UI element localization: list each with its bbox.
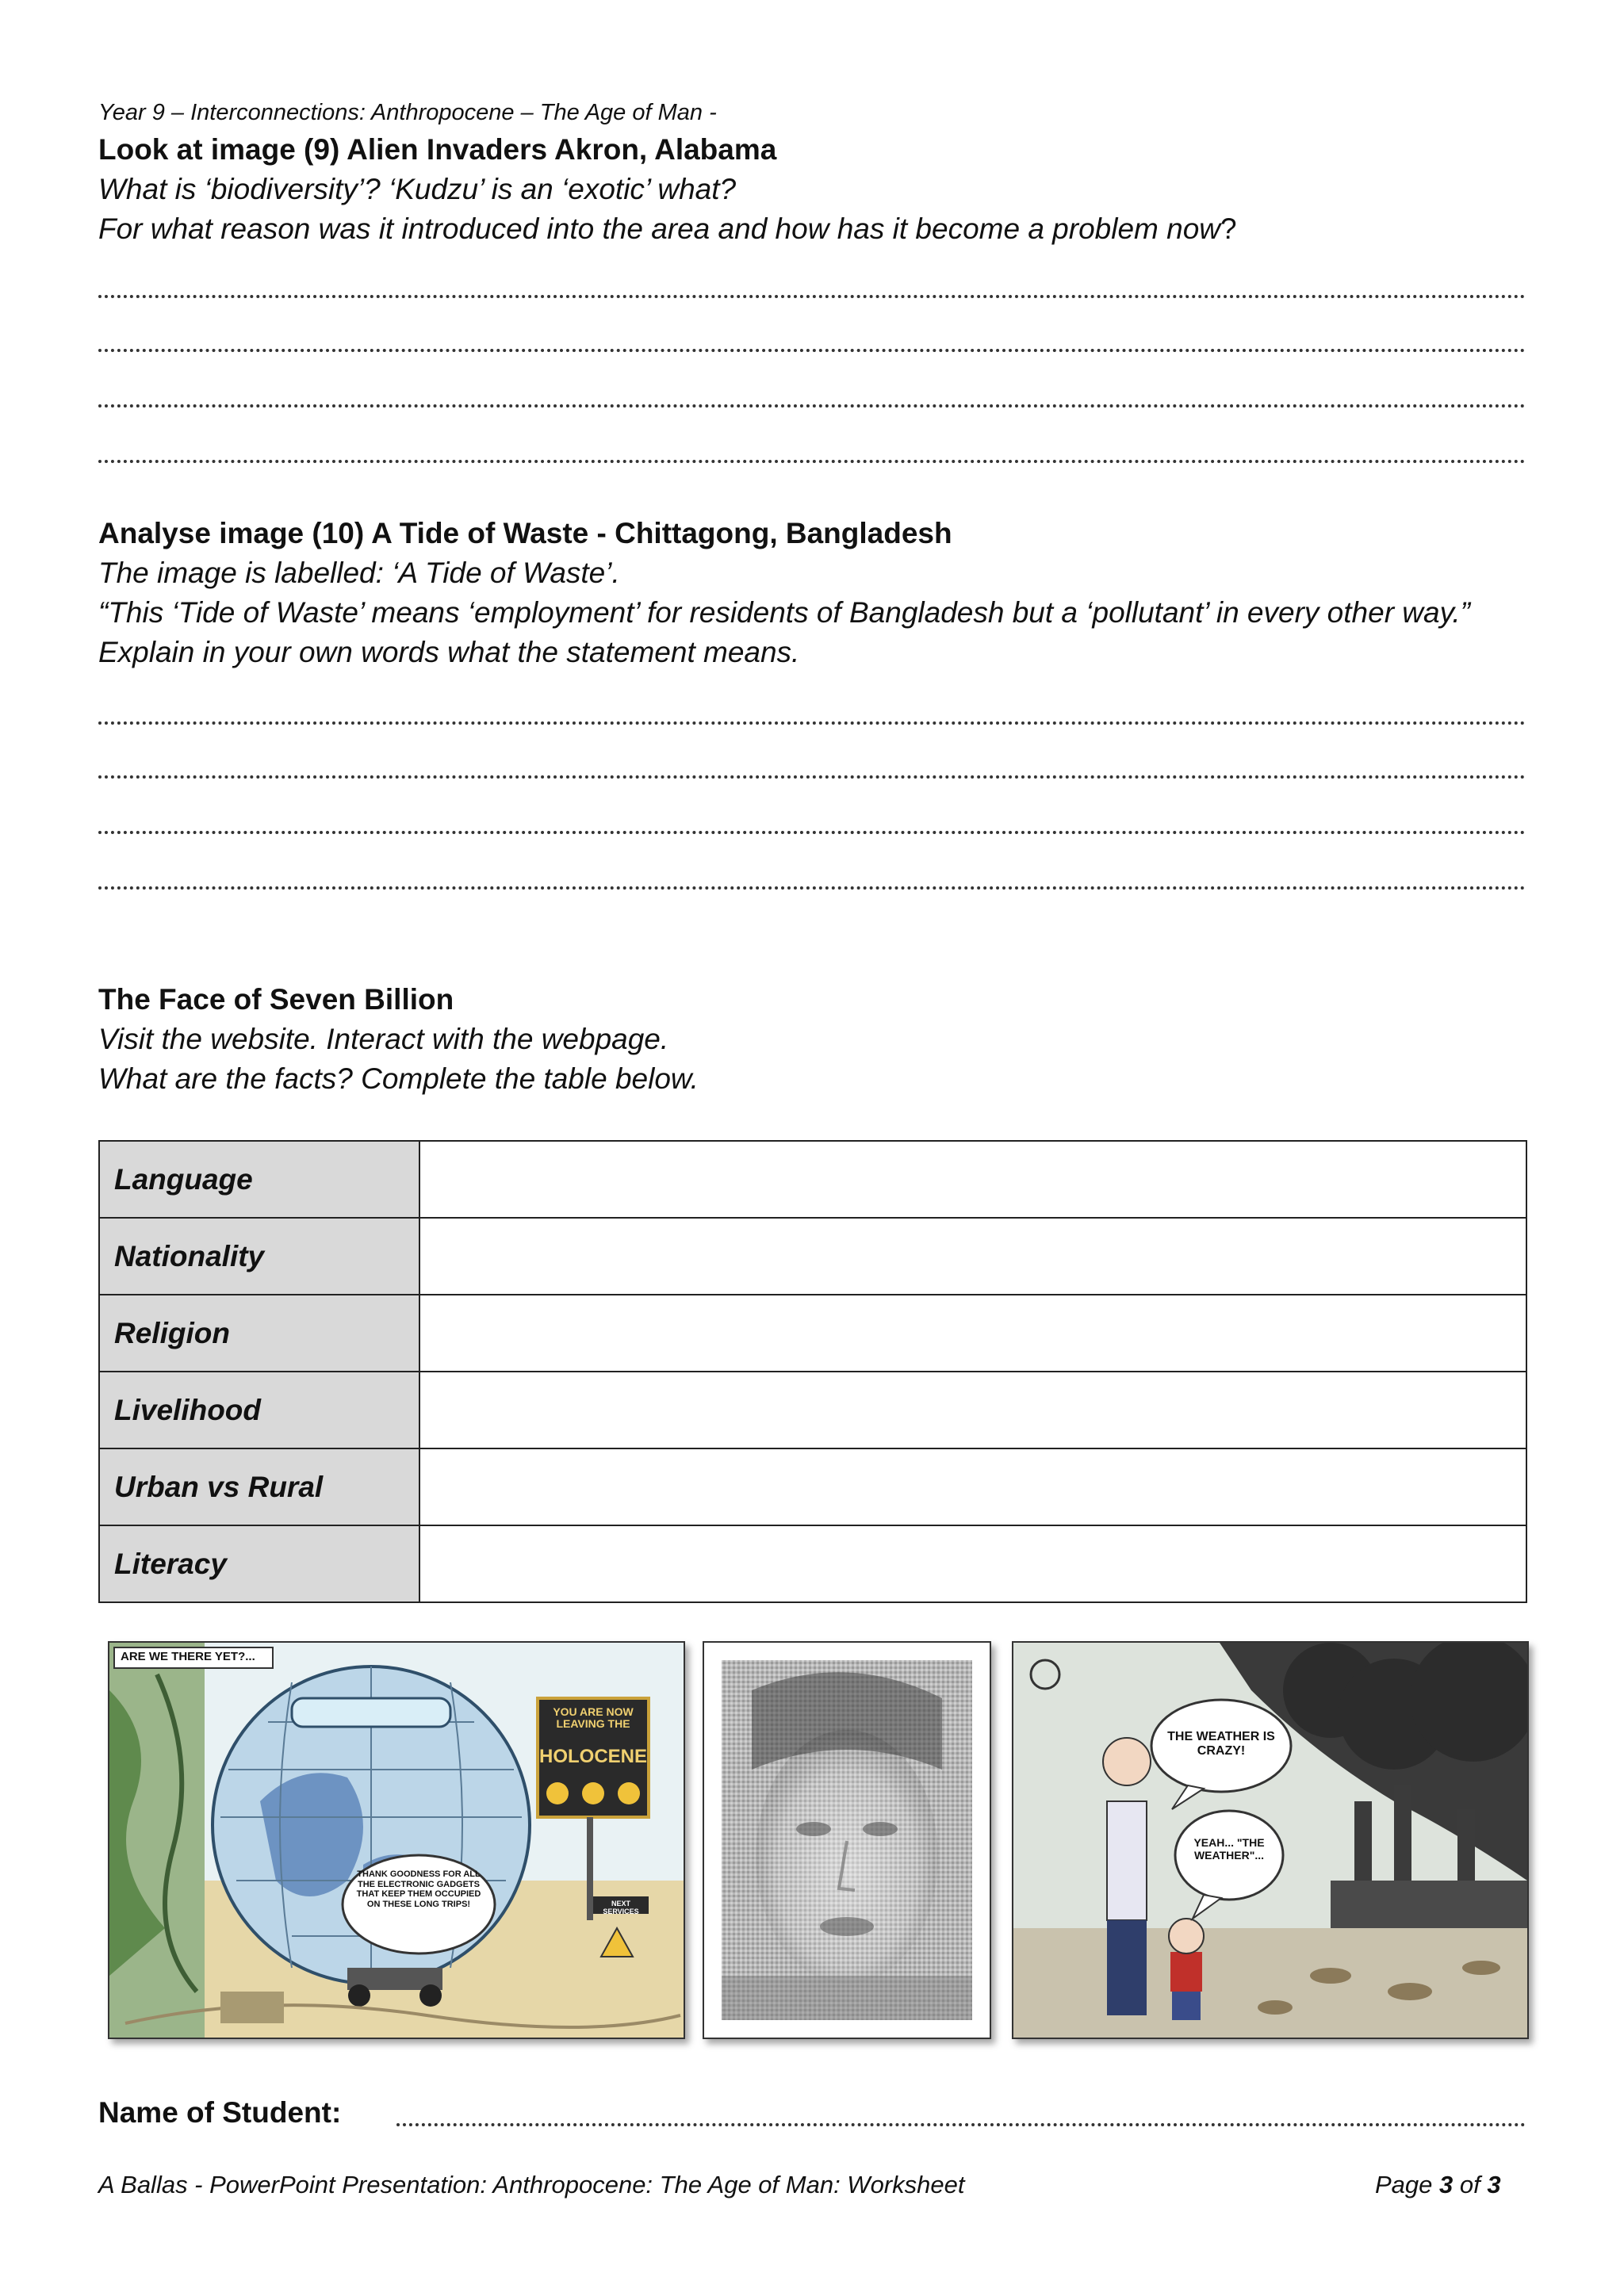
mosaic-face-image	[703, 1641, 991, 2039]
page-prefix: Page	[1375, 2171, 1440, 2198]
answer-line[interactable]	[98, 460, 1526, 463]
holocene-sign-text: HOLOCENE	[538, 1746, 647, 1767]
answer-cell-livelihood[interactable]	[419, 1372, 1526, 1448]
table-row	[99, 1372, 1526, 1448]
answer-cell-urban-rural[interactable]	[419, 1448, 1526, 1525]
holocene-cartoon-image	[108, 1641, 685, 2039]
speech-bubble-text: THANK GOODNESS FOR ALL THE ELECTRONIC GADGETS THAT KEEP THEM OCCUPIED ON THESE LONG TRIPS!	[356, 1869, 481, 1909]
question-kudzu-reason	[98, 212, 1237, 247]
question-biodiversity: What is ‘biodiversity’? ‘Kudzu’ is an ‘exotic’ what?	[98, 173, 737, 205]
page-number	[1375, 2171, 1501, 2199]
row-label-urban-rural: Urban vs Rural	[99, 1448, 419, 1525]
next-services-sign: NEXT SERVICES	[603, 1900, 639, 1915]
row-label-literacy: Literacy	[99, 1525, 419, 1602]
page-header: Year 9 – Interconnections: Anthropocene – The Age of Man -	[98, 100, 717, 125]
cartoon-caption: ARE WE THERE YET?...	[121, 1650, 255, 1663]
facts-table	[98, 1140, 1527, 1603]
table-row	[99, 1448, 1526, 1525]
page-current: 3	[1439, 2171, 1454, 2198]
section-heading-seven-billion: The Face of Seven Billion	[98, 983, 454, 1016]
table-row	[99, 1141, 1526, 1218]
answer-line[interactable]	[98, 775, 1526, 779]
section-heading-alien-invaders: Look at image (9) Alien Invaders Akron, Alabama	[98, 133, 777, 166]
answer-line[interactable]	[98, 295, 1526, 298]
answer-cell-language[interactable]	[419, 1141, 1526, 1218]
table-row	[99, 1295, 1526, 1372]
answer-cell-literacy[interactable]	[419, 1525, 1526, 1602]
answer-line[interactable]	[98, 404, 1526, 408]
image-label-text: The image is labelled: ‘A Tide of Waste’.	[98, 557, 620, 589]
page-of: of	[1453, 2171, 1488, 2198]
statement-quote: “This ‘Tide of Waste’ means ‘employment’ for residents of Bangladesh but a ‘pollutant’ in every other way.”	[98, 596, 1470, 629]
answer-line[interactable]	[98, 349, 1526, 352]
table-row	[99, 1525, 1526, 1602]
question-mark: ?	[1220, 212, 1237, 245]
answer-line[interactable]	[98, 721, 1526, 725]
sign-top-text: YOU ARE NOW LEAVING THE	[553, 1705, 634, 1731]
answer-cell-religion[interactable]	[419, 1295, 1526, 1372]
row-label-nationality: Nationality	[99, 1218, 419, 1295]
name-of-student-label: Name of Student:	[98, 2096, 342, 2129]
weather-reply-text: YEAH... "THE WEATHER"...	[1193, 1836, 1265, 1862]
weather-bubble-text: THE WEATHER IS CRAZY!	[1167, 1730, 1275, 1758]
footer-title: A Ballas - PowerPoint Presentation: Anthropocene: The Age of Man: Worksheet	[98, 2171, 965, 2198]
table-row	[99, 1218, 1526, 1295]
row-label-religion: Religion	[99, 1295, 419, 1372]
answer-line[interactable]	[98, 831, 1526, 834]
section-heading-tide-of-waste: Analyse image (10) A Tide of Waste - Chittagong, Bangladesh	[98, 517, 952, 549]
complete-table-instruction: What are the facts? Complete the table below.	[98, 1062, 699, 1095]
answer-cell-nationality[interactable]	[419, 1218, 1526, 1295]
explain-instruction: Explain in your own words what the statement means.	[98, 636, 800, 668]
row-label-livelihood: Livelihood	[99, 1372, 419, 1448]
row-label-language: Language	[99, 1141, 419, 1218]
weather-cartoon-image	[1012, 1641, 1529, 2039]
page-total: 3	[1487, 2171, 1501, 2198]
answer-line[interactable]	[98, 886, 1526, 890]
question-kudzu-text: For what reason was it introduced into the area and how has it become a problem now	[98, 212, 1221, 245]
visit-website-instruction: Visit the website. Interact with the webpage.	[98, 1023, 669, 1055]
student-name-line[interactable]	[396, 2123, 1526, 2126]
